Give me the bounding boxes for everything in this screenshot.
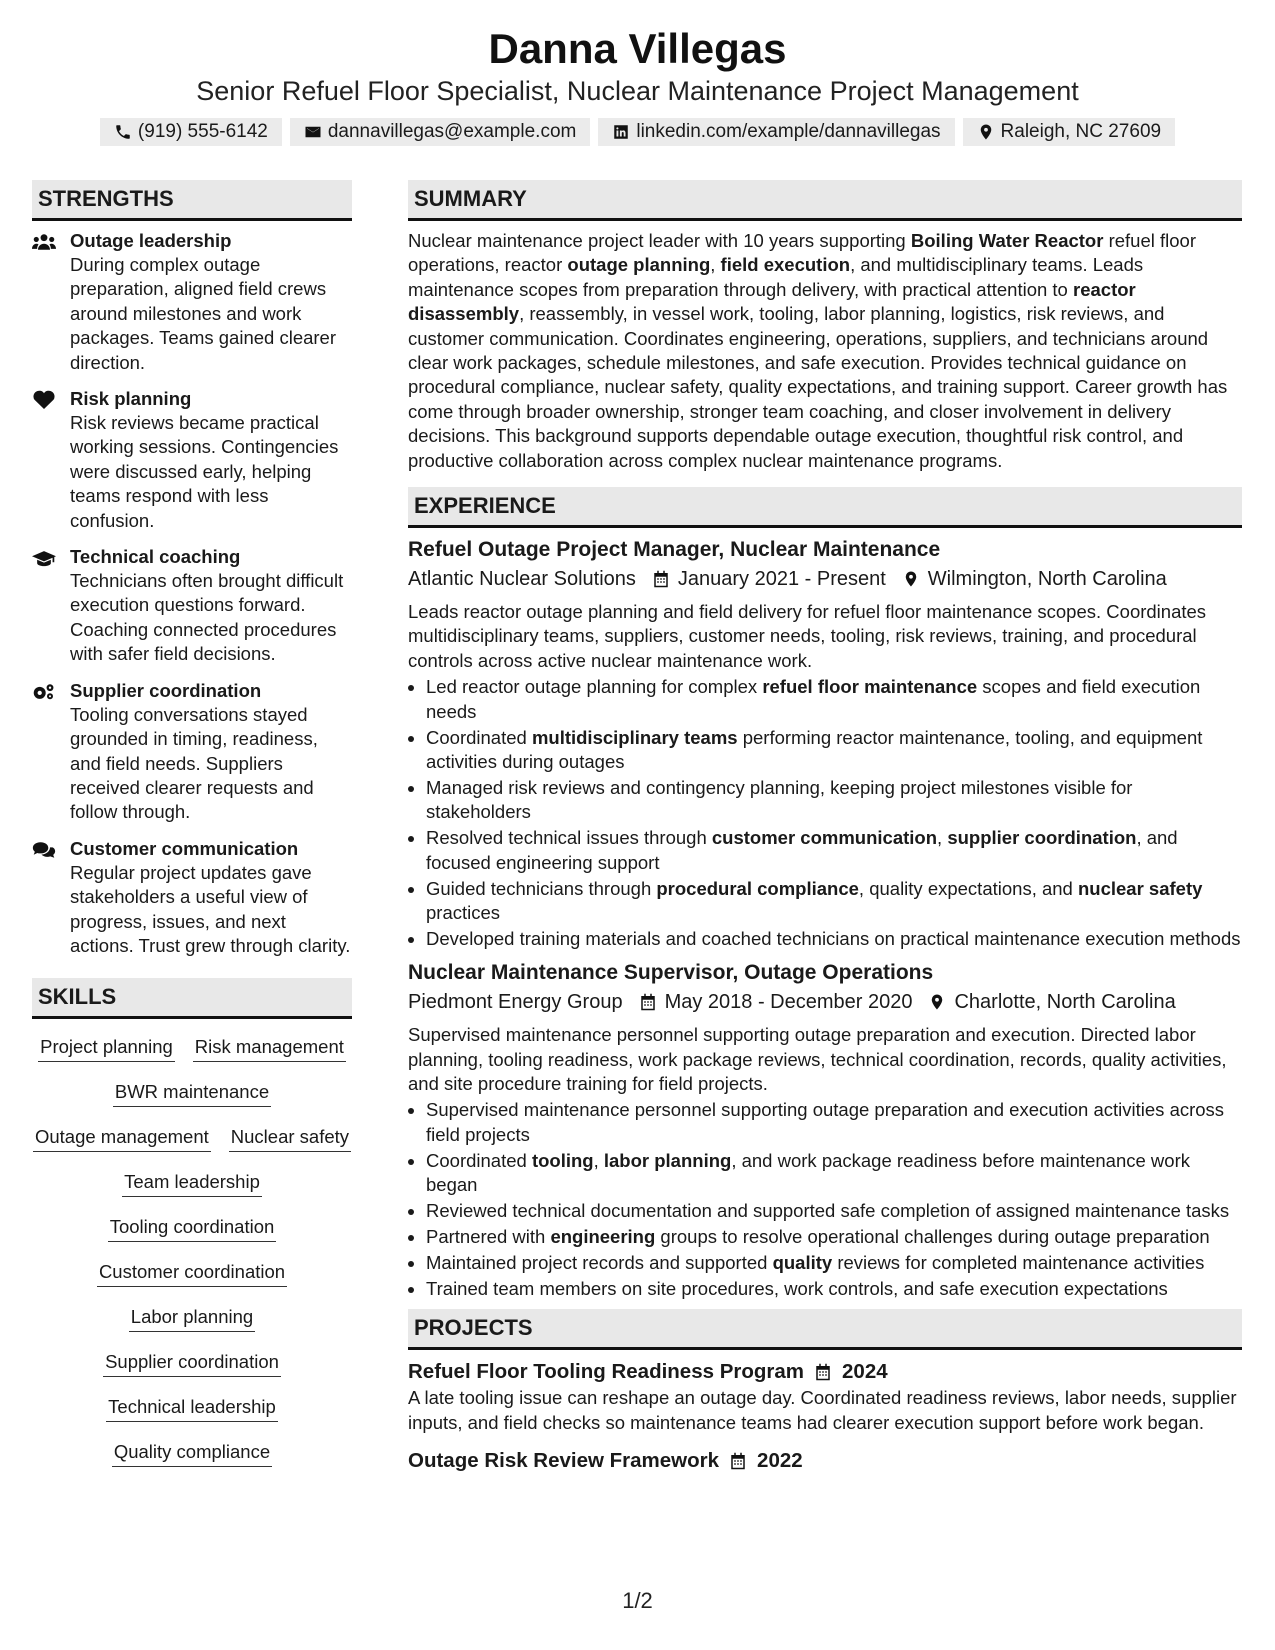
skill-tag: Outage management (33, 1125, 211, 1152)
job-bullet: • Trained team members on site procedures, work controls, and safe execution expectations (426, 1277, 1242, 1301)
job-bullet: • Partnered with engineering groups to resolve operational challenges during outage preparation (426, 1225, 1242, 1249)
heart-icon (32, 390, 56, 410)
skill-tag: BWR maintenance (113, 1080, 271, 1107)
strength-title: Technical coaching (70, 546, 241, 568)
phone-icon (114, 123, 132, 141)
summary-text: Nuclear maintenance project leader with 10 years supporting Boiling Water Reactor refuel floor operations, reactor outage planning, field execution, and multidisciplinary teams. Leads maintenance scopes from preparation through delivery, with practical attention to reactor disassembly, reassembly, in vessel work, tooling, labor planning, logistics, risk reviews, and customer communication. Coordinates engineering, operations, suppliers, and technicians around clear work packages, schedule milestones, and safe execution. Provides technical guidance on procedural compliance, nuclear safety, quality expectations, and training support. Career growth has come through broader ownership, stronger team coaching, and closer involvement in delivery decisions. This background supports dependable outage execution, thoughtful risk control, and productive collaboration across complex nuclear maintenance programs. (408, 230, 1228, 471)
project-title-row (408, 1358, 1242, 1386)
job-meta (408, 564, 1242, 594)
strength-title: Supplier coordination (70, 679, 262, 701)
strength-desc: Technicians often brought difficult execution questions forward. Coaching connected procedures with safer field decisions. (70, 570, 344, 665)
skill-tag: Nuclear safety (229, 1125, 351, 1152)
resume-header (0, 0, 1275, 146)
job-company: Atlantic Nuclear Solutions (408, 568, 636, 591)
calendar-icon (652, 570, 670, 588)
skill-tag: Quality compliance (112, 1440, 272, 1467)
strength-title: Risk planning (70, 388, 192, 410)
skill-tag: Risk management (193, 1035, 346, 1062)
calendar-icon (729, 1452, 747, 1470)
job-bullet: • Led reactor outage planning for complex refuel floor maintenance scopes and field execution needs (426, 675, 1242, 724)
skill-tag: Supplier coordination (103, 1350, 281, 1377)
project-description: A late tooling issue can reshape an outage day. Coordinated readiness reviews, labor needs, supplier inputs, and field checks so maintenance teams had clearer execution support before work began. (408, 1387, 1237, 1433)
contact-linkedin[interactable] (598, 118, 954, 146)
contact-location[interactable] (963, 118, 1176, 146)
contact-phone[interactable] (100, 118, 282, 146)
strengths-heading: STRENGTHS (32, 180, 352, 221)
job-location: Wilmington, North Carolina (927, 568, 1167, 591)
job-dates: January 2021 - Present (677, 568, 886, 591)
job-bullet: • Guided technicians through procedural compliance, quality expectations, and nuclear safety practices (426, 877, 1242, 926)
job-bullet: • Resolved technical issues through customer communication, supplier coordination, and focused engineering support (426, 826, 1242, 875)
strength-desc: Regular project updates gave stakeholders a useful view of progress, issues, and next actions. Trust grew through clarity. (70, 861, 351, 956)
location-text: Raleigh, NC 27609 (1000, 121, 1162, 142)
project-entry (408, 1358, 1242, 1435)
project-year: 2022 (757, 1449, 803, 1473)
strengths-list (32, 229, 352, 958)
job-entry (408, 536, 1242, 951)
job-entry (408, 959, 1242, 1301)
candidate-name: Danna Villegas (488, 25, 787, 72)
strength-item (32, 837, 352, 959)
strength-desc: During complex outage preparation, aligned field crews around milestones and work packages. Teams gained clearer direction. (70, 254, 337, 373)
skill-tag: Project planning (38, 1035, 175, 1062)
job-description: Supervised maintenance personnel supporting outage preparation and execution. Directed labor planning, tooling readiness, work package reviews, technical coordination, records, quality activities, and site procedure training for field projects. (408, 1024, 1227, 1095)
strength-desc: Tooling conversations stayed grounded in timing, readiness, and field needs. Suppliers received clearer requests and follow through. (70, 703, 318, 823)
job-bullet: • Supervised maintenance personnel supporting outage preparation and execution activities across field projects (426, 1098, 1242, 1147)
phone-text: (919) 555-6142 (137, 121, 268, 142)
candidate-title: Senior Refuel Floor Specialist, Nuclear Maintenance Project Management (196, 76, 1079, 106)
strength-item (32, 545, 352, 667)
skill-tag: Technical leadership (106, 1395, 278, 1422)
job-title: Refuel Outage Project Manager, Nuclear Maintenance (408, 538, 941, 562)
calendar-icon (639, 993, 657, 1011)
project-title: Outage Risk Review Framework (408, 1449, 720, 1473)
job-meta (408, 987, 1242, 1017)
strength-desc: Risk reviews became practical working sessions. Contingencies were discussed early, helping teams respond with less confusion. (70, 412, 339, 531)
strength-item (32, 679, 352, 825)
contact-email[interactable] (290, 118, 590, 146)
project-title: Refuel Floor Tooling Readiness Program (408, 1360, 805, 1384)
project-title-row (408, 1447, 1242, 1475)
job-dates: May 2018 - December 2020 (664, 991, 913, 1014)
job-title: Nuclear Maintenance Supervisor, Outage Operations (408, 961, 934, 985)
skill-tag: Tooling coordination (108, 1215, 277, 1242)
strength-title: Customer communication (70, 837, 299, 859)
job-bullet: • Reviewed technical documentation and supported safe completion of assigned maintenance tasks (426, 1199, 1242, 1223)
contact-bar (0, 118, 1275, 146)
linkedin-text: linkedin.com/example/dannavillegas (636, 121, 941, 142)
job-bullet: • Managed risk reviews and contingency planning, keeping project milestones visible for stakeholders (426, 776, 1242, 825)
skill-tag: Team leadership (122, 1170, 262, 1197)
job-location: Charlotte, North Carolina (954, 991, 1176, 1014)
job-description: Leads reactor outage planning and field delivery for refuel floor maintenance scopes. Coordinates multidisciplinary teams, suppliers, customer needs, tooling, risk reviews, training, and procedural controls across active nuclear maintenance work. (408, 601, 1207, 671)
skills-list (32, 1027, 352, 1467)
projects-heading: PROJECTS (408, 1309, 1242, 1350)
map-pin-icon (928, 993, 946, 1011)
calendar-icon (814, 1363, 832, 1381)
users-icon (32, 232, 56, 252)
job-bullet: • Maintained project records and supported quality reviews for completed maintenance activities (426, 1251, 1242, 1275)
gears-icon (32, 682, 56, 702)
skill-tag: Customer coordination (97, 1260, 287, 1287)
job-bullets (408, 675, 1242, 951)
comments-icon (32, 840, 56, 860)
map-pin-icon (902, 570, 920, 588)
left-column (32, 180, 352, 1467)
map-pin-icon (977, 123, 995, 141)
project-year: 2024 (842, 1360, 888, 1384)
job-bullet: • Coordinated tooling, labor planning, and work package readiness before maintenance work began (426, 1149, 1242, 1198)
skills-heading: SKILLS (32, 978, 352, 1019)
strength-item (32, 387, 352, 533)
skill-tag: Labor planning (129, 1305, 255, 1332)
job-bullet: • Coordinated multidisciplinary teams performing reactor maintenance, tooling, and equipment activities during outages (426, 726, 1242, 775)
strength-title: Outage leadership (70, 230, 232, 251)
job-bullet: • Developed training materials and coached technicians on practical maintenance execution methods (426, 927, 1242, 951)
project-entry (408, 1447, 1242, 1475)
experience-heading: EXPERIENCE (408, 487, 1242, 528)
job-company: Piedmont Energy Group (408, 991, 623, 1014)
summary-heading: SUMMARY (408, 180, 1242, 221)
right-column (408, 180, 1242, 1475)
envelope-icon (304, 123, 322, 141)
job-bullets (408, 1098, 1242, 1301)
strength-item (32, 229, 352, 375)
linkedin-icon (612, 123, 630, 141)
page-number: 1/2 (622, 1588, 653, 1613)
graduation-cap-icon (32, 548, 56, 568)
email-text: dannavillegas@example.com (327, 121, 577, 142)
